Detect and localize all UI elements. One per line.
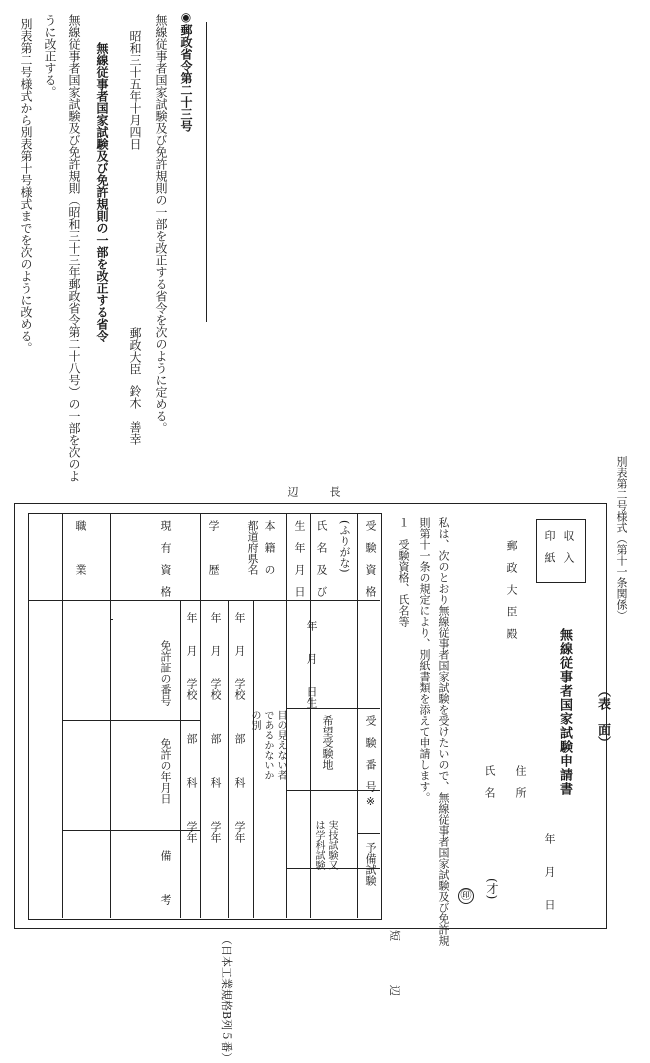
name-label: 氏 名: [483, 765, 496, 798]
ordinance-body-line-2: うに改正する。: [43, 14, 57, 98]
label-current-qualification: 現 有 資 格: [159, 520, 172, 597]
education-entry-1: 年 月 学校 部 科 学年: [233, 612, 246, 843]
cell-rule: [110, 619, 113, 620]
label-license-date: 免許の年月日: [159, 738, 172, 804]
cell-rule: [228, 600, 229, 918]
label-license-number: 免許証の番号: [159, 640, 172, 706]
side-label: （表 面）: [595, 684, 610, 749]
seal-mark: ㊞: [459, 889, 472, 900]
label-name-and: 氏 名 及 び: [315, 520, 328, 597]
label-blind-2: であるかないか: [262, 710, 273, 780]
ordinance-body-line-3: 別表第二号様式から別表第十号様式までを次のように改める。: [19, 18, 33, 354]
short-edge-caption: 短 辺: [388, 930, 401, 996]
row-line: [357, 513, 358, 918]
signer-name: 鈴木 善幸: [128, 385, 142, 445]
label-column-rule: [28, 600, 380, 601]
row-line: [62, 513, 63, 918]
address-label: 住 所: [514, 765, 527, 798]
cell-rule: [253, 600, 254, 918]
education-entry-3: 年 月 学校 部 科 学年: [185, 612, 198, 843]
form-title: 無線従事者国家試験申請書: [557, 628, 572, 796]
ordinance-title: 無線従事者国家試験及び免許規則の一部を改正する省令: [95, 42, 109, 342]
cell-rule: [357, 833, 380, 834]
label-remarks: 備 考: [159, 850, 172, 905]
note-mark: ※: [364, 795, 377, 808]
short-edge-mark: 辺: [286, 486, 299, 497]
row-line: [286, 513, 287, 918]
ordinance-preamble: 無線従事者国家試験及び免許規則の一部を改正する省令を次のように定める。: [154, 14, 168, 434]
label-blind-3: の別: [249, 710, 260, 730]
footer-standard: （日本工業規格B列５番）: [220, 934, 233, 1063]
cell-rule: [286, 708, 380, 709]
ordinance-date: 昭和三十五年十月四日: [128, 30, 142, 150]
addressee: 郵 政 大 臣 殿: [505, 540, 518, 639]
label-qualification: 受 験 資 格: [364, 520, 377, 597]
education-entry-2: 年 月 学校 部 科 学年: [209, 612, 222, 843]
row-line: [200, 513, 201, 918]
section-heading: １ 受験資格、氏名等: [397, 517, 410, 627]
row-line: [110, 513, 111, 918]
cell-rule: [180, 600, 181, 918]
row-line: [310, 513, 311, 918]
label-prelim-exam: 予備試験: [364, 842, 377, 886]
declaration-line-2: 則第十一条の規定により、別紙書類を添えて申請します。: [418, 517, 431, 803]
label-exam-number: 受 験 番 号: [364, 715, 377, 792]
birth-date-field: 年 月 日生: [305, 620, 318, 708]
ordinance-number: ◉郵政省令第二十三号: [179, 10, 193, 132]
form-label: 別表第二号様式（第十一条関係）: [615, 456, 628, 621]
label-desired-place: 希望受験地: [321, 715, 334, 770]
label-furigana: (ふりがな): [338, 520, 351, 573]
label-practical-1: 実技試験又: [326, 820, 337, 870]
label-domicile-1: 本 籍 の: [263, 520, 276, 575]
label-education: 学 歴: [207, 520, 220, 575]
declaration-line-1: 私は、次のとおり無線従事者国家試験を受けたいので、無線従事者国家試験及び免許規: [437, 517, 450, 946]
label-practical-2: は学科試験: [313, 820, 324, 870]
label-birthdate: 生 年 月 日: [293, 520, 306, 597]
label-occupation: 職 業: [74, 520, 87, 575]
age-mark: (才): [485, 878, 499, 900]
label-domicile-2: 都道府県名: [246, 520, 259, 575]
signer-title: 郵政大臣: [128, 327, 142, 375]
label-blind-1: 目の見えない者: [275, 710, 286, 780]
long-edge-mark: 長: [328, 486, 341, 497]
revenue-stamp-line-2: 印 紙: [543, 530, 556, 563]
date-field: 年 月 日: [543, 833, 556, 910]
revenue-stamp-line-1: 収 入: [562, 530, 575, 563]
ordinance-body-line-1: 無線従事者国家試験及び免許規則（昭和三十三年郵政省令第二十八号）の一部を次のよ: [67, 14, 81, 482]
left-margin-rule: [206, 22, 207, 322]
